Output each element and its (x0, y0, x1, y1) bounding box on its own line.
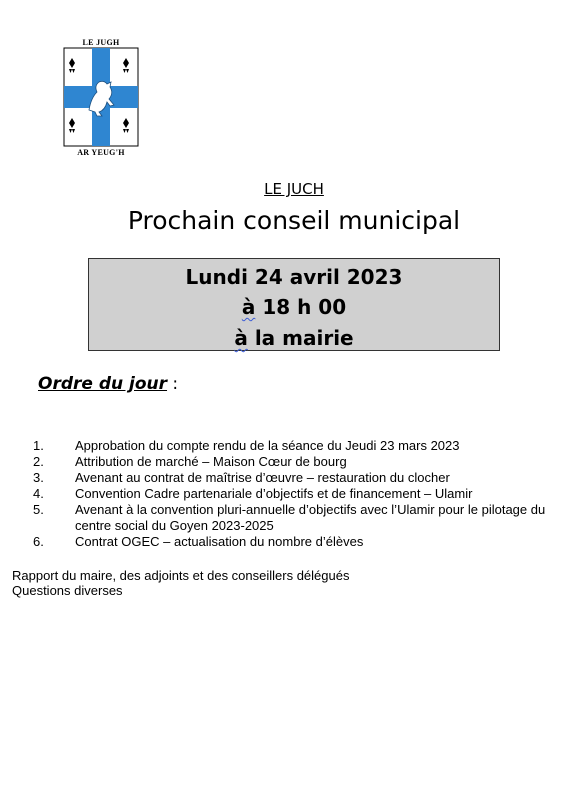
meeting-place-line (89, 326, 499, 350)
town-name: LE JUCH (264, 180, 324, 198)
list-item (0, 470, 588, 486)
agenda-heading-colon: : (167, 374, 179, 394)
item-number: 4. (33, 486, 44, 501)
coat-of-arms-logo (62, 38, 140, 160)
meeting-time-line (89, 295, 499, 319)
agenda-list (0, 438, 588, 550)
list-item (0, 486, 588, 502)
item-text: Approbation du compte rendu de la séance du Jeudi 23 mars 2023 (75, 438, 460, 453)
item-text: Contrat OGEC – actualisation du nombre d’élèves (75, 534, 364, 549)
item-text: Convention Cadre partenariale d’objectifs et de financement – Ulamir (75, 486, 473, 501)
list-item (0, 454, 588, 470)
list-item (0, 502, 588, 534)
list-item (0, 534, 588, 550)
page-title: Prochain conseil municipal (127, 206, 461, 235)
footer-notes (12, 568, 349, 598)
item-number: 6. (33, 534, 44, 549)
item-number: 5. (33, 502, 44, 517)
list-item (0, 438, 588, 454)
footer-line-questions: Questions diverses (12, 583, 123, 598)
meeting-info-box (88, 258, 500, 351)
item-text: Avenant à la convention pluri-annuelle d’objectifs avec l’Ulamir pour le pilotage du centre social du Goyen 2023-2025 (75, 502, 546, 533)
logo-top-text: LE JUGH (82, 38, 120, 47)
time-prefix: à (241, 295, 256, 319)
meeting-date: Lundi 24 avril 2023 (185, 265, 403, 289)
item-number: 3. (33, 470, 44, 485)
place-prefix: à (234, 326, 248, 350)
footer-line-reports: Rapport du maire, des adjoints et des conseillers délégués (12, 568, 350, 583)
agenda-heading (38, 374, 178, 394)
item-text: Attribution de marché – Maison Cœur de bourg (75, 454, 347, 469)
meeting-time: 18 h 00 (262, 295, 347, 319)
item-number: 1. (33, 438, 44, 453)
agenda-heading-text: Ordre du jour (38, 374, 168, 394)
shield-icon (62, 38, 140, 160)
logo-bottom-text: AR YEUG'H (77, 148, 125, 157)
item-text: Avenant au contrat de maîtrise d’œuvre – restauration du clocher (75, 470, 450, 485)
meeting-place: la mairie (254, 326, 354, 350)
item-number: 2. (33, 454, 44, 469)
